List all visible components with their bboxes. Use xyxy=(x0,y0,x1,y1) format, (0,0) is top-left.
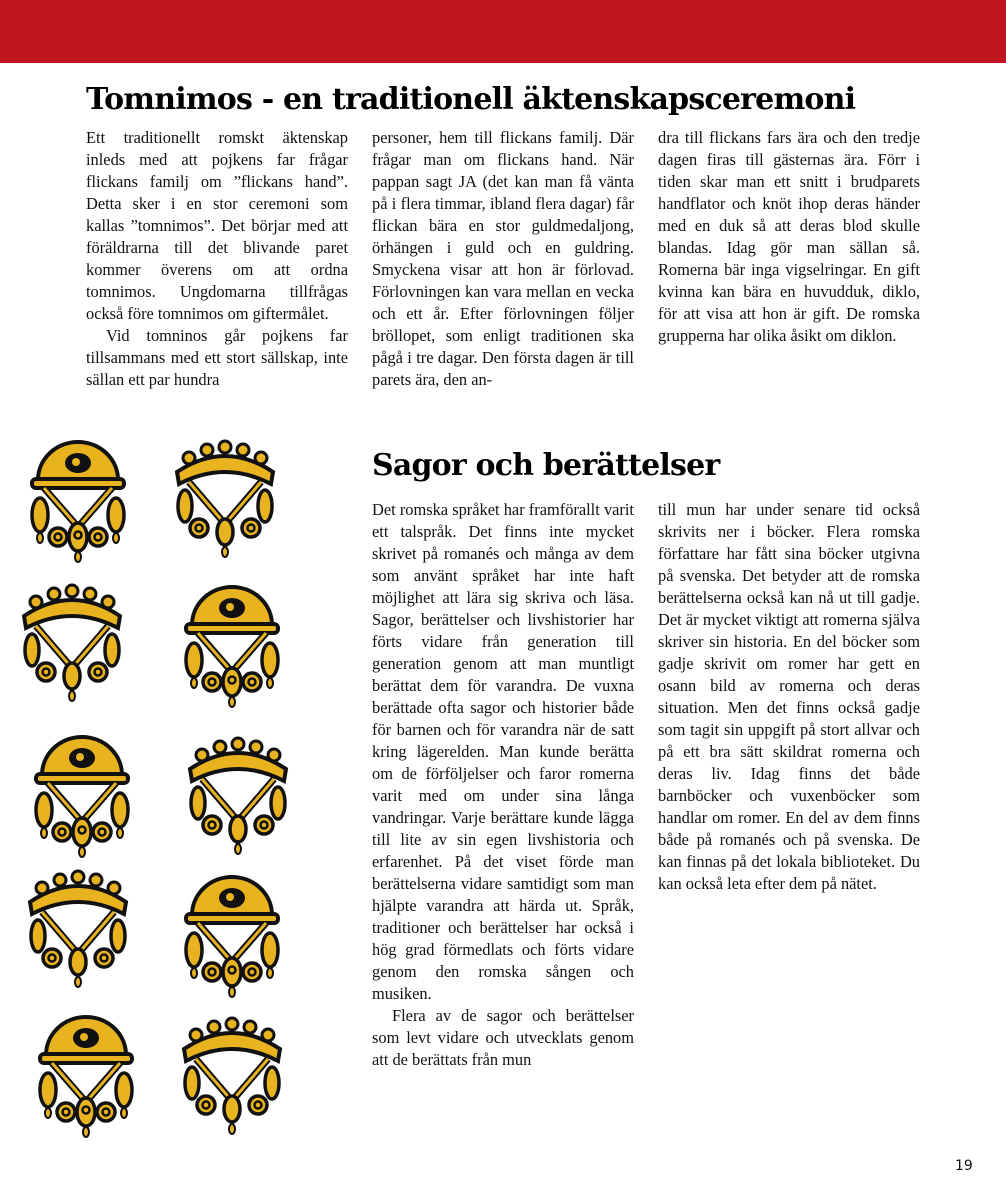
paragraph: Flera av de sagor och berättelser som levt vidare och utvecklats genom att de berättats från mun xyxy=(372,1006,634,1069)
header-band xyxy=(0,0,1006,63)
medallion-illustration xyxy=(186,877,278,997)
paragraph: Vid tomninos går pojkens far tillsammans med ett stort sällskap, inte sällan ett par hundra xyxy=(86,326,348,389)
medallion-illustration xyxy=(190,738,286,854)
section-title-tomnimos: Tomnimos - en traditionell äktenskapsceremoni xyxy=(86,82,856,117)
paragraph: dra till flickans fars ära och den tredje dagen firas till gästernas ära. Förr i tiden skar man ett snitt i brudparets handflator och knöt ihop deras händer med en duk så att deras blod skulle blandas. Idag gör man sällan så. Romerna bär inga vigselringar. En gift kvinna kan bära en huvudduk, diklo, för att visa att hon är gift. De romska grupperna har olika åsikt om diklon. xyxy=(658,128,920,345)
medallion-illustration xyxy=(30,871,126,987)
paragraph: Ett traditionellt romskt äktenskap inleds med att pojkens far frågar flickans familj om ”flickans hand”. Detta sker i en stor ceremoni som kallas ”tomnimos”. Det börjar med att föräldrarna till det blivande paret kommer överens om att ordna tomnimos. Ungdomarna tillfrågas också före tomnimos om giftermålet. xyxy=(86,128,348,323)
medallion-illustration xyxy=(186,587,278,707)
tomnimos-column-3 xyxy=(658,127,920,347)
medallion-illustration xyxy=(36,737,128,857)
paragraph: till mun har under senare tid också skrivits ner i böcker. Flera romska författare har fått sina böcker utgivna på svenska. Det betyder att de romska berättelserna också kan nå ut till gadje. Det är mycket viktigt att romerna själva skriver sin historia. En del böcker som gadje skrivit om romer har gett en osann bild av romerna och deras situation. Men det finns också gadje som tagit sin uppgift på stort allvar och på ett bra sätt skildrat romerna och deras liv. Idag finns det både barnböcker och vuxenböcker som handlar om romer. En del av dem finns både på romanés och på svenska. De kan finnas på det lokala biblioteket. Du kan också leta efter dem på nätet. xyxy=(658,500,920,893)
medallion-illustration xyxy=(177,441,273,557)
section-title-sagor: Sagor och berättelser xyxy=(372,448,720,483)
page-number: 19 xyxy=(955,1158,973,1174)
medallion-illustration xyxy=(40,1017,132,1137)
sagor-column-2 xyxy=(658,499,920,895)
tomnimos-column-2 xyxy=(372,127,634,391)
sagor-column-1 xyxy=(372,499,634,1071)
medallion-illustration xyxy=(24,585,120,701)
tomnimos-column-1 xyxy=(86,127,348,391)
medallion-illustration xyxy=(184,1018,280,1134)
paragraph: personer, hem till flickans familj. Där frågar man om flickans hand. När pappan sagt JA (det kan man få vänta på i flera timmar, ibland flera dagar) får flickan bära en stor guldmedaljong, örhängen i guld och en guldring. Smyckena visar att hon är förlovad. Förlovningen kan vara mellan en vecka och ett år. Efter förlovningen följer bröllopet, som enligt traditionen ska pågå i tre dagar. Den första dagen är till parets ära, den an- xyxy=(372,128,634,389)
jewelry-illustration xyxy=(0,420,360,1140)
medallion-illustration xyxy=(32,442,124,562)
paragraph: Det romska språket har framförallt varit ett talspråk. Det finns inte mycket skrivet på romanés och många av dem som använt språket har inte haft möjlighet att lära sig skriva och läsa. Sagor, berättelser och livshistorier har förts vidare från generation till generation genom att man muntligt berättat dem för varandra. De vuxna berättade ofta sagor och historier både för barnen och för varandra när de satt kring lägerelden. Man kunde berätta om de förföljelser och faror romerna varit med om under sina långa vandringar. Varje berättare kunde lägga till lite av sin egen livshistoria och erfarenhet. På det viset förde man berättelserna vidare samtidigt som man hjälpte varandra att härda ut. Språk, traditioner och berättelser har också i hög grad förmedlats och förts vidare genom den romska sången och musiken. xyxy=(372,500,634,1003)
